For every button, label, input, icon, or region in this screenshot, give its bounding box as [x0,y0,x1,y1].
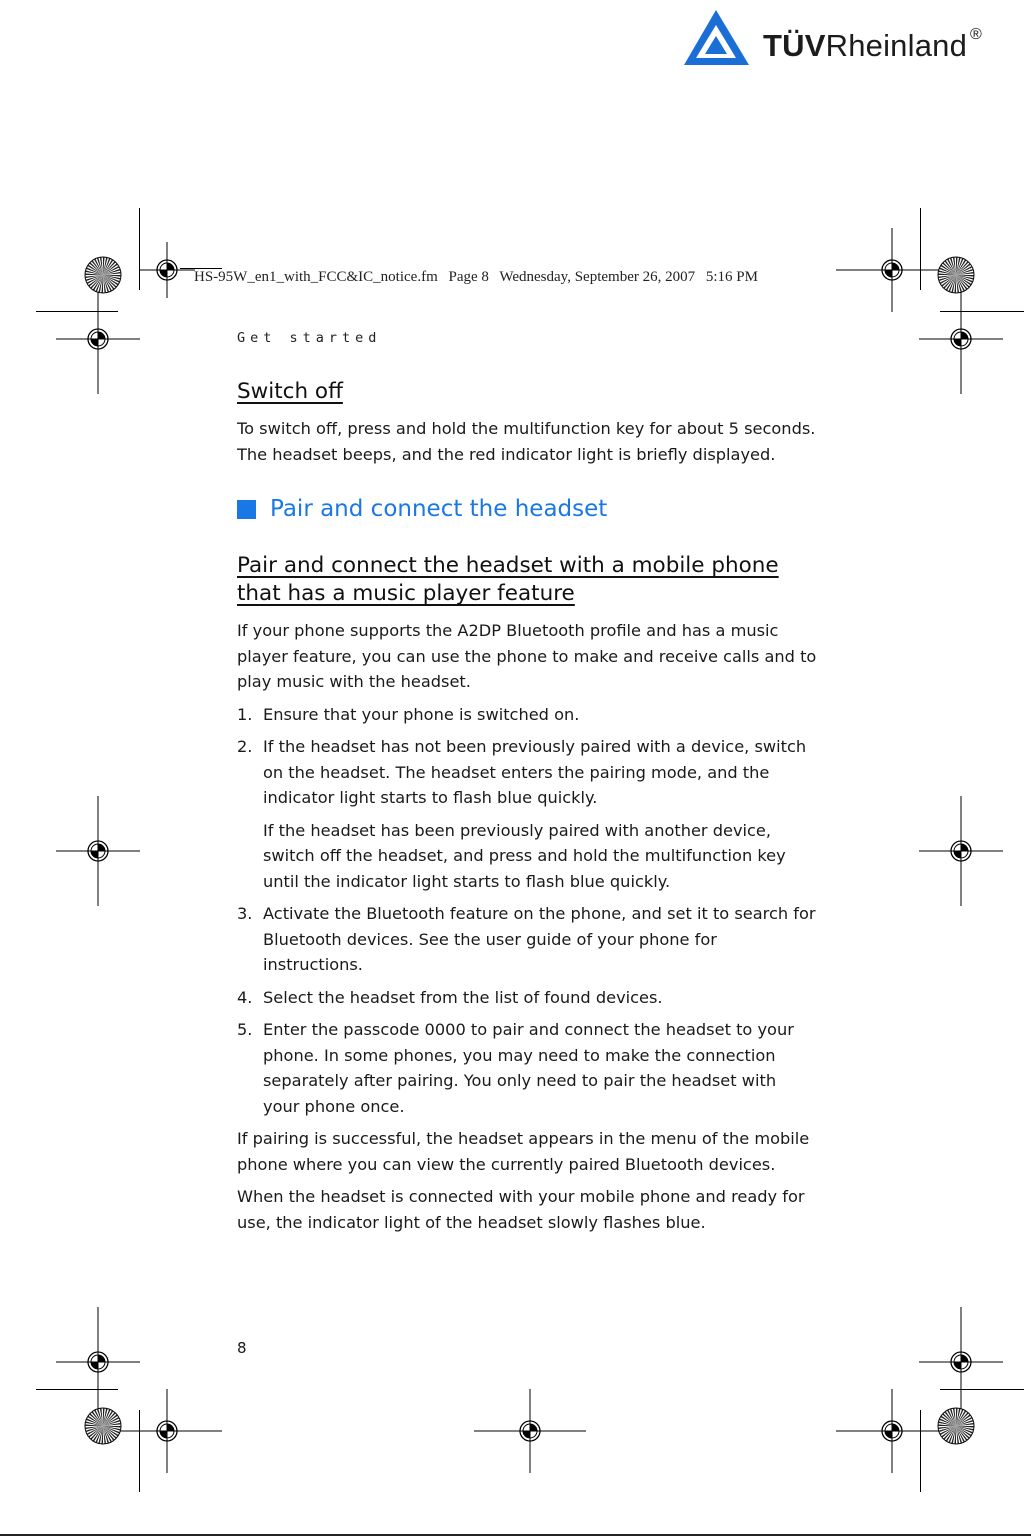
pair-success-text: If pairing is successful, the headset appears in the menu of the mobile phone where you can view the currently paired Bluetooth devices. [237,1129,810,1174]
step-number: 4. [237,987,253,1007]
bottom-rule [0,1534,1031,1536]
step-number: 5. [237,1020,253,1039]
step-text: Ensure that your phone is switched on. [263,704,580,724]
section-heading-text: Pair and connect the headset [270,496,608,522]
sunburst-target-icon [84,1407,122,1445]
crosshair-icon [472,1387,588,1475]
registered-mark: ® [970,26,983,43]
list-item [237,702,817,728]
logo-brand-bold: TÜV [763,28,826,63]
slug-time: 5:16 PM [705,269,758,285]
page-number: 8 [237,1339,247,1357]
sunburst-target-icon [84,256,122,294]
step-number: 2. [237,737,253,756]
pair-intro: If your phone supports the A2DP Bluetooth profile and has a music player feature, you can use the phone to make and receive calls and to play music with the headset. [237,621,817,691]
step-extra-text: If the headset has been previously paired with another device, switch off the headset, and press and hold the multifunction key until the indicator light starts to flash blue quickly. [263,820,786,891]
logo-brand-regular: Rheinland [825,28,968,63]
pairing-steps-list [237,702,817,1120]
step-number: 1. [237,704,253,724]
switch-off-text: To switch off, press and hold the multifunction key for about 5 seconds. The headset beeps, and the red indicator light is briefly displayed. [237,419,816,464]
step-text: If the headset has not been previously paired with a device, switch on the headset. The headset enters the pairing mode, and the indicator light starts to flash blue quickly. [263,737,807,807]
list-item [237,985,817,1011]
tuv-rheinland-logo [683,8,1013,68]
crosshair-icon [917,794,1005,908]
section-heading [237,494,817,524]
crosshair-icon [834,1387,950,1475]
crosshair-icon [110,1387,224,1475]
print-slug-line [194,269,765,286]
slug-page: Page 8 [448,269,489,285]
logo-wordmark [763,28,982,64]
tuv-triangle-icon [683,8,753,68]
list-item [237,901,817,978]
slug-date: Wednesday, September 26, 2007 [499,269,696,285]
list-item [237,734,817,894]
step-number: 3. [237,904,253,923]
step-text: Activate the Bluetooth feature on the phone, and set it to search for Bluetooth devices. See the user guide of your phone for instructions. [263,904,816,974]
section-square-icon [237,500,256,519]
step-text: Enter the passcode 0000 to pair and connect the headset to your phone. In some phones, you may need to make the connection separately after pairing. You only need to pair the headset with your phone once. [263,1020,794,1116]
pair-heading: Pair and connect the headset with a mobile phone that has a music player feature [237,553,779,606]
running-head: Get started [237,330,382,346]
crosshair-icon [917,282,1005,396]
list-item [237,1017,817,1119]
pair-connected-text: When the headset is connected with your mobile phone and ready for use, the indicator light of the headset slowly flashes blue. [237,1187,805,1232]
step-text: Select the headset from the list of found devices. [263,987,663,1007]
sunburst-target-icon [937,1407,975,1445]
crosshair-icon [137,240,197,300]
crosshair-icon [54,282,142,396]
page-content [237,330,817,1242]
crosshair-icon [54,794,142,908]
slug-filename: HS-95W_en1_with_FCC&IC_notice.fm [194,269,438,285]
sunburst-target-icon [937,256,975,294]
switch-off-heading: Switch off [237,379,343,404]
